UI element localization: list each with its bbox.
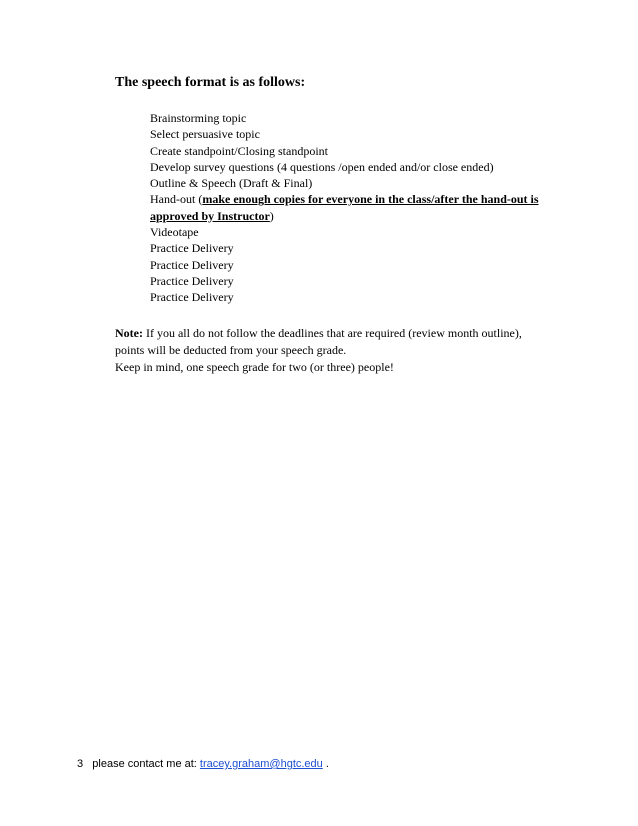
list-item: Practice Delivery: [150, 257, 234, 272]
note-text-1: If you all do not follow the deadlines that are required (review month outline),: [142, 326, 522, 340]
page-number: 3: [77, 758, 84, 770]
list-item: Create standpoint/Closing standpoint: [150, 143, 328, 158]
page-heading: The speech format is as follows:: [115, 75, 306, 90]
note-line-3: Keep in mind, one speech grade for two (or three) people!: [115, 360, 394, 374]
footer-period: .: [325, 758, 329, 770]
list-item: Brainstorming topic: [150, 111, 247, 125]
contact-text: please contact me at:: [92, 758, 197, 770]
list-item-handout: [150, 191, 539, 207]
note-block: [115, 325, 575, 376]
handout-emphasis-line1: make enough copies for everyone in the class/after the hand-out is: [202, 192, 539, 207]
note-label: Note:: [115, 326, 143, 340]
list-item: Select persuasive topic: [150, 127, 260, 142]
list-item: Outline & Speech (Draft & Final): [150, 176, 313, 191]
note-line-2: points will be deducted from your speech grade.: [115, 343, 347, 357]
list-item-handout-cont: [150, 208, 539, 224]
list-item: Practice Delivery: [150, 241, 234, 256]
speech-format-list: [150, 110, 539, 306]
handout-prefix: Hand-out (: [150, 192, 203, 207]
list-item: Videotape: [150, 225, 199, 240]
list-item: Practice Delivery: [150, 273, 234, 288]
note-line-1: [115, 325, 575, 342]
handout-suffix: ): [269, 208, 274, 223]
handout-emphasis-line2: approved by Instructor: [150, 208, 270, 223]
page-footer: [77, 758, 329, 770]
list-item: Practice Delivery: [150, 290, 234, 305]
email-link[interactable]: tracey.graham@hgtc.edu: [199, 758, 323, 770]
list-item: Develop survey questions (4 questions /open ended and/or close ended): [150, 159, 494, 174]
